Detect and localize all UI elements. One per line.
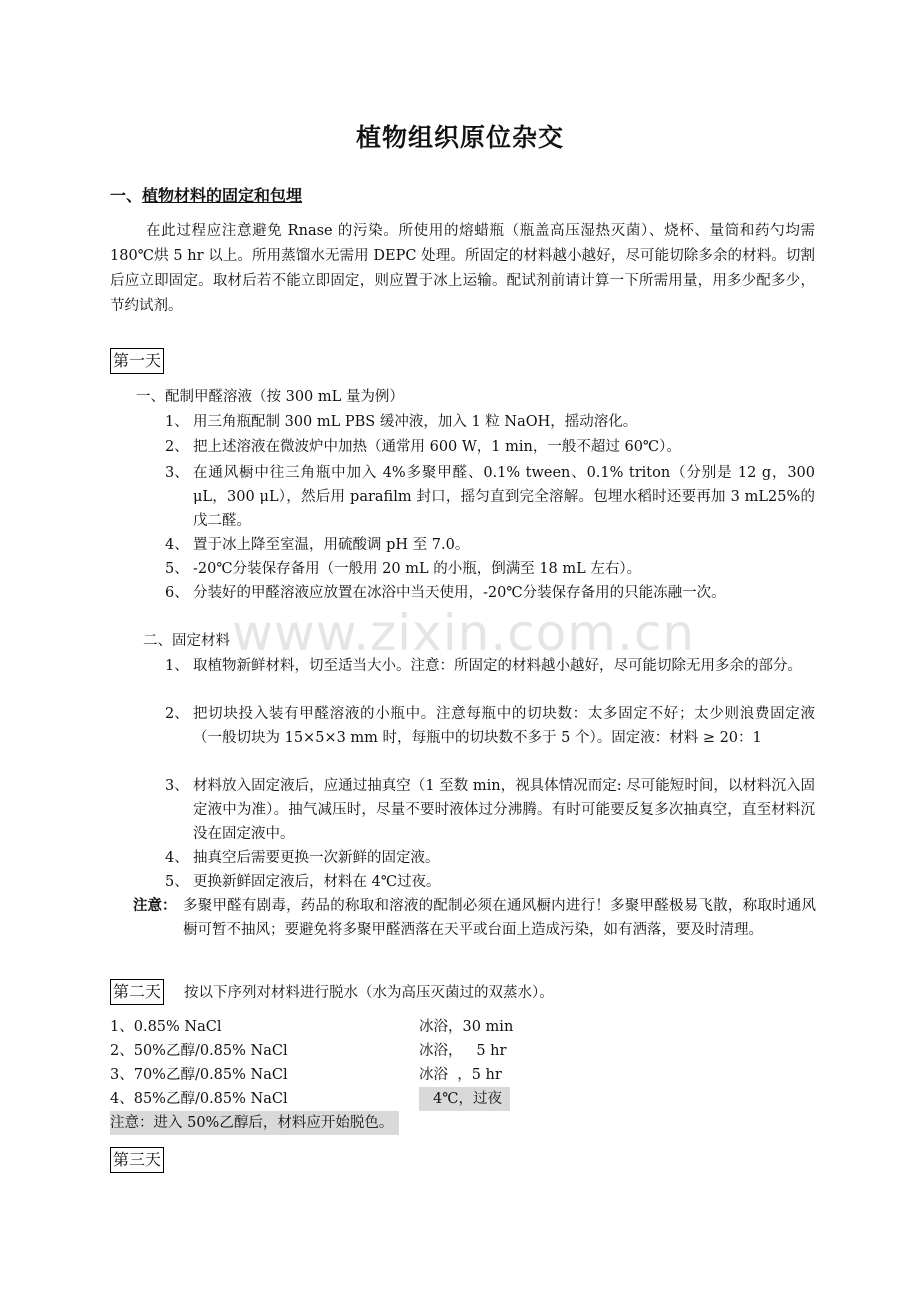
day1-label: 第一天 [110,348,164,374]
list-item: 取植物新鲜材料，切至适当大小。注意：所固定的材料越小越好，尽可能切除无用多余的部分。 [193,658,802,674]
dehydration-condition: 冰浴， 5 hr [419,1043,507,1059]
dehydration-row: 4、85%乙醇/0.85% NaCl [110,1091,288,1107]
item-number: 4、 [165,850,189,866]
page-title: 植物组织原位杂交 [355,123,564,152]
list-item: 置于冰上降至室温，用硫酸调 pH 至 7.0。 [193,537,470,553]
item-number: 2、 [165,706,189,722]
dehydration-row: 3、70%乙醇/0.85% NaCl [110,1067,288,1083]
subsection-title: 二、固定材料 [143,633,230,649]
item-number: 5、 [165,874,189,890]
intro-paragraph: 在此过程应注意避免 Rnase 的污染。所使用的熔蜡瓶（瓶盖高压湿热灭菌）、烧杯、量筒和药勺均需 180℃烘 5 hr 以上。所用蒸馏水无需用 DEPC 处理。所固定的材料越小越好，尽可能切除多余的材料。切割后应立即固定。取材后若不能立即固定，则应置于冰上运输。配试剂前请计算一下所需用量，用多少配多少，节约试剂。 [110,223,815,314]
safety-note: 多聚甲醛有剧毒，药品的称取和溶液的配制必须在通风橱内进行！多聚甲醛极易飞散，称取时通风橱可暂不抽风；要避免将多聚甲醛洒落在天平或台面上造成污染，如有洒落，要及时清理。 [183,898,816,938]
subsection-title: 一、配制甲醛溶液（按 300 mL 量为例） [136,389,404,405]
list-item: 把切块投入装有甲醛溶液的小瓶中。注意每瓶中的切块数：太多固定不好；太少则浪费固定液（一般切块为 15×5×3 mm 时，每瓶中的切块数不多于 5 个）。固定液：材料 ≥ 20：1 [193,706,815,746]
day2-label: 第二天 [110,979,164,1005]
list-item: 把上述溶液在微波炉中加热（通常用 600 W，1 min，一般不超过 60℃）。 [193,439,681,455]
item-number: 6、 [165,585,189,601]
list-item: 分装好的甲醛溶液应放置在冰浴中当天使用，-20℃分装保存备用的只能冻融一次。 [193,585,726,601]
section-number: 一、 [110,186,143,205]
watermark: www.zixin.com.cn [232,604,696,662]
dehydration-row: 1、0.85% NaCl [110,1019,222,1035]
item-number: 2、 [165,439,189,455]
note-label: 注意： [133,898,177,914]
list-item: 材料放入固定液后，应通过抽真空（1 至数 min，视具体情况而定: 尽可能短时间，以材料沉入固定液中为准）。抽气减压时，尽量不要时液体过分沸腾。有时可能要反复多次抽真空，直至材料沉没在固定液中。 [193,778,815,842]
list-item: 用三角瓶配制 300 mL PBS 缓冲液，加入 1 粒 NaOH，摇动溶化。 [193,414,638,430]
item-number: 1、 [165,414,189,430]
dehydration-condition: 4℃，过夜 [419,1087,510,1111]
item-number: 5、 [165,561,189,577]
list-item: -20℃分装保存备用（一般用 20 mL 的小瓶，倒满至 18 mL 左右）。 [193,561,642,577]
item-number: 3、 [165,465,189,481]
dehydration-condition: 冰浴，30 min [419,1019,514,1035]
dehydration-condition: 冰浴 ，5 hr [419,1067,502,1083]
list-item: 更换新鲜固定液后，材料在 4℃过夜。 [193,874,441,890]
day3-label: 第三天 [110,1147,164,1173]
item-number: 4、 [165,537,189,553]
dehydration-note: 注意：进入 50%乙醇后，材料应开始脱色。 [110,1111,399,1135]
list-item: 抽真空后需要更换一次新鲜的固定液。 [193,850,440,866]
item-number: 3、 [165,778,189,794]
day2-intro: 按以下序列对材料进行脱水（水为高压灭菌过的双蒸水）。 [184,985,554,1001]
dehydration-row: 2、50%乙醇/0.85% NaCl [110,1043,288,1059]
section-heading [110,183,302,206]
section-title: 植物材料的固定和包埋 [142,186,303,205]
item-number: 1、 [165,658,189,674]
list-item: 在通风橱中往三角瓶中加入 4%多聚甲醛、0.1% tween、0.1% triton（分别是 12 g，300 μL，300 μL），然后用 parafilm 封口，摇匀直到完全溶解。包埋水稻时还要再加 3 mL25%的戊二醛。 [193,465,815,529]
